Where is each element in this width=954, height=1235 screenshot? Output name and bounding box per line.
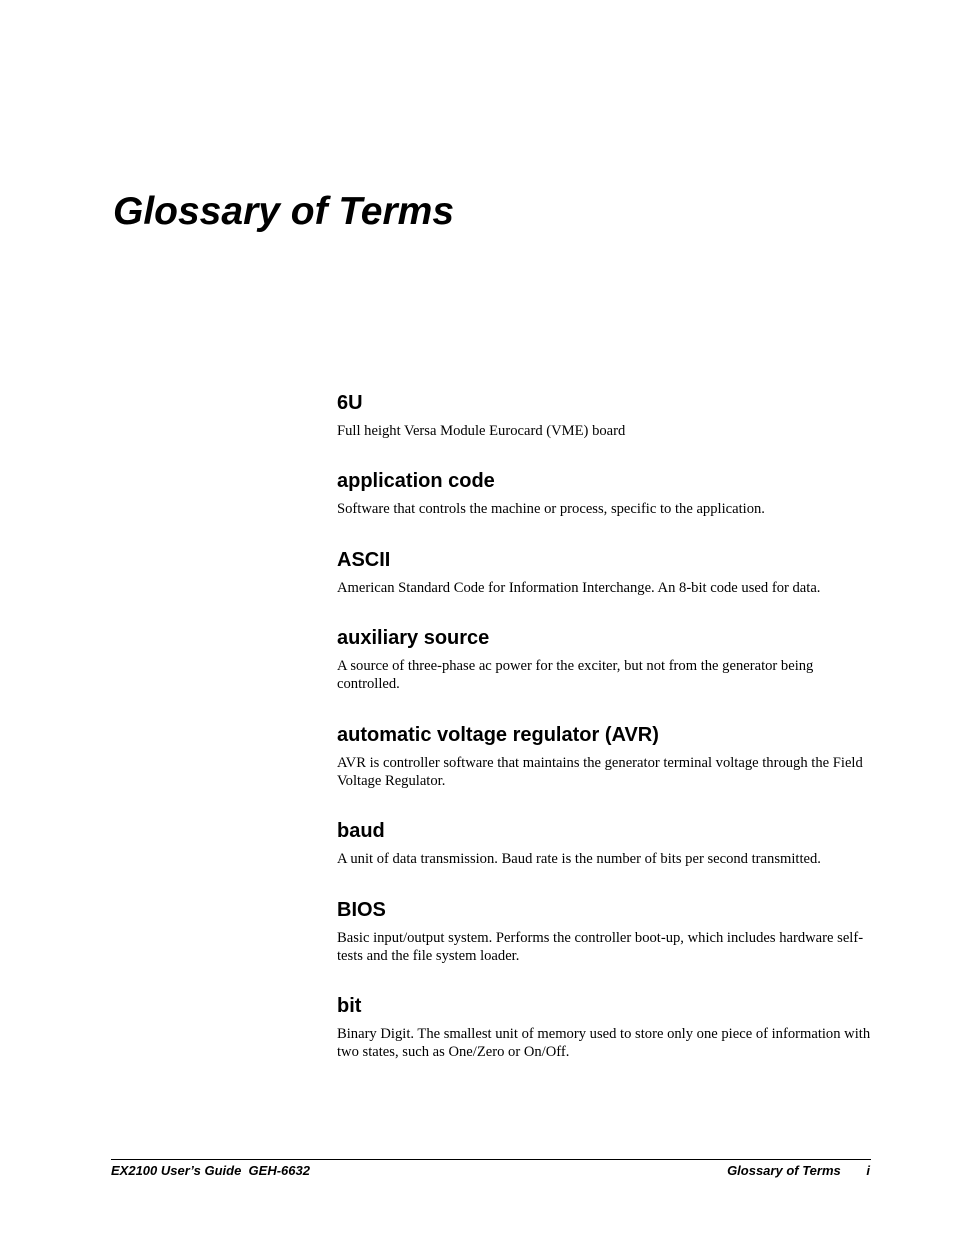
glossary-entry: [337, 898, 872, 994]
glossary-definition: Basic input/output system. Performs the controller boot-up, which includes hardware self-tests and the file system loader.: [337, 930, 864, 964]
glossary-entry: [337, 469, 872, 548]
glossary-definition: American Standard Code for Information Interchange. An 8-bit code used for data.: [337, 580, 821, 596]
glossary-list: [337, 391, 872, 1072]
glossary-term: baud: [337, 820, 385, 842]
page-footer: [111, 1159, 871, 1179]
glossary-term: application code: [337, 470, 495, 492]
glossary-definition: A unit of data transmission. Baud rate is the number of bits per second transmitted.: [337, 851, 821, 867]
glossary-entry: [337, 994, 872, 1072]
glossary-definition: Software that controls the machine or process, specific to the application.: [337, 501, 765, 517]
glossary-term: BIOS: [337, 899, 386, 921]
glossary-definition: A source of three-phase ac power for the exciter, but not from the generator being controlled.: [337, 658, 814, 692]
glossary-entry: [337, 391, 872, 469]
glossary-term: automatic voltage regulator (AVR): [337, 724, 659, 746]
footer-document-title: EX2100 User’s Guide GEH-6632: [111, 1163, 310, 1178]
footer-page-number: i: [866, 1163, 870, 1178]
glossary-entry: [337, 626, 872, 723]
glossary-definition: AVR is controller software that maintains the generator terminal voltage through the Field Voltage Regulator.: [337, 755, 863, 789]
footer-right: [727, 1163, 871, 1179]
footer-section-title: Glossary of Terms: [727, 1163, 841, 1178]
glossary-definition: Binary Digit. The smallest unit of memory used to store only one piece of information with two states, such as One/Zero or On/Off.: [337, 1026, 871, 1060]
glossary-term: ASCII: [337, 549, 391, 571]
glossary-definition: Full height Versa Module Eurocard (VME) board: [337, 423, 626, 439]
glossary-term: bit: [337, 995, 362, 1017]
glossary-entry: [337, 723, 872, 819]
page-title: Glossary of Terms: [113, 190, 455, 233]
glossary-entry: [337, 819, 872, 898]
glossary-entry: [337, 548, 872, 626]
glossary-term: 6U: [337, 392, 363, 414]
glossary-term: auxiliary source: [337, 627, 490, 649]
